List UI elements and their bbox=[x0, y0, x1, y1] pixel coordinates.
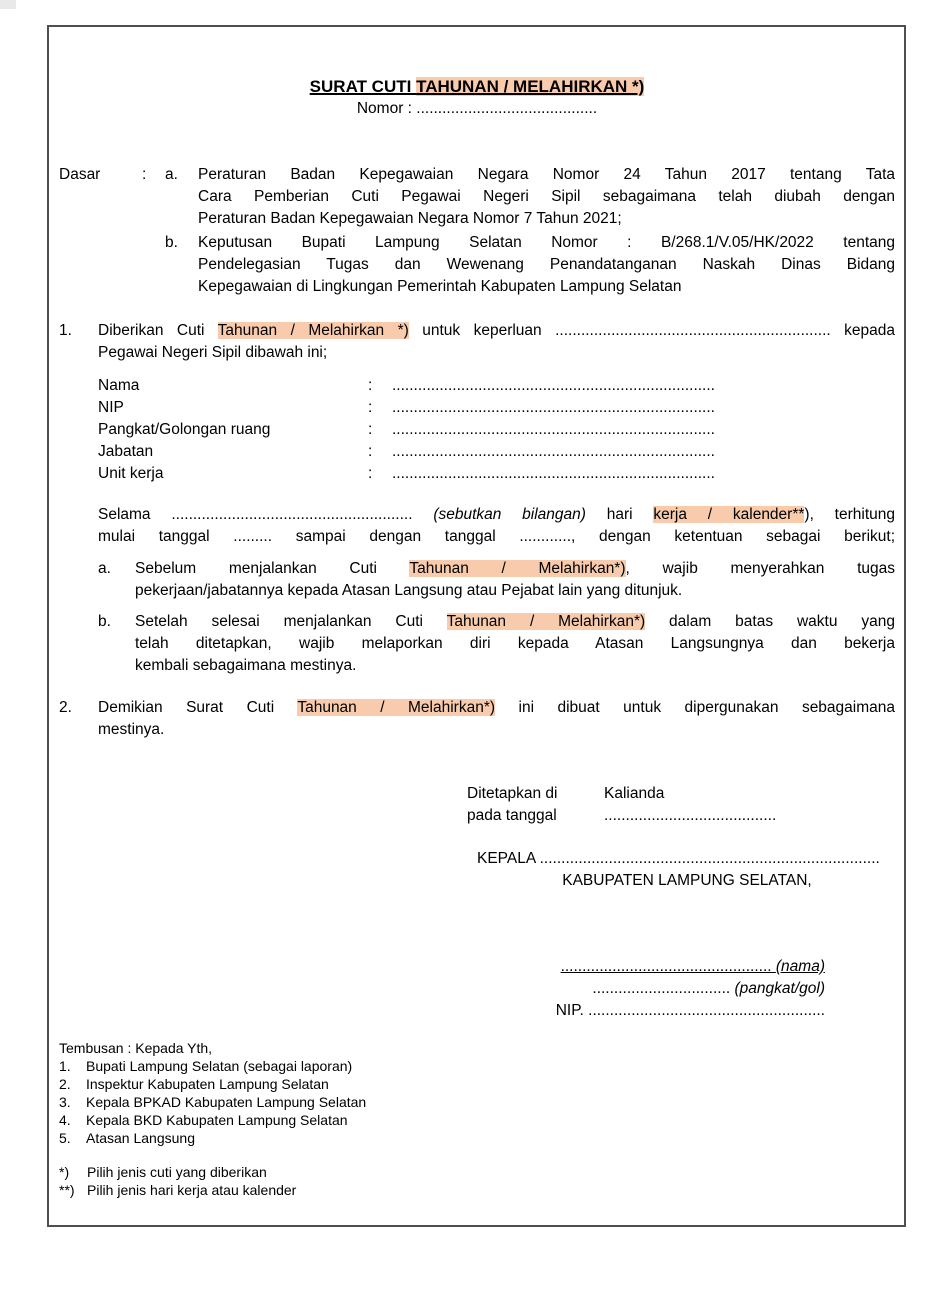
signature-nip-line: NIP. ....................................................... bbox=[555, 1002, 825, 1019]
list-marker: 1. bbox=[59, 322, 72, 339]
list-marker: a. bbox=[98, 560, 111, 577]
title-underline bbox=[310, 77, 645, 96]
footnote-marker: **) bbox=[59, 1182, 75, 1198]
field-unit-kerja bbox=[98, 463, 895, 485]
text-line: telah ditetapkan, wajib melaporkan diri kepada Atasan Langsungnya dan bekerja bbox=[135, 635, 895, 652]
tembusan-text: Bupati Lampung Selatan (sebagai laporan) bbox=[86, 1058, 353, 1074]
text-line: Keputusan Bupati Lampung Selatan Nomor : B/268.1/V.05/HK/2022 tentang bbox=[198, 234, 895, 251]
field-colon: : bbox=[368, 465, 373, 482]
text-line: Pegawai Negeri Sipil dibawah ini; bbox=[98, 344, 328, 361]
list-marker: 1. bbox=[59, 1058, 71, 1074]
kepala-line-1: KEPALA ............................................................................... bbox=[477, 850, 880, 867]
item-1 bbox=[59, 320, 895, 677]
tembusan-item bbox=[59, 1129, 895, 1147]
dasar-item-b-text bbox=[198, 232, 895, 298]
highlighted-phrase: kerja / kalender** bbox=[653, 506, 805, 523]
signature-dots: ................................................. bbox=[560, 958, 776, 975]
nomor-line: Nomor : .......................................... bbox=[356, 100, 598, 117]
sub-item-b bbox=[98, 611, 895, 677]
field-label: Nama bbox=[98, 377, 140, 394]
text-segment: ), terhitung bbox=[804, 506, 895, 523]
text-line bbox=[98, 504, 895, 526]
highlighted-phrase: Tahunan / Melahirkan*) bbox=[297, 699, 496, 716]
tanggal-value: ........................................ bbox=[604, 807, 777, 824]
signature-dots: ................................ bbox=[592, 980, 735, 997]
field-nama bbox=[98, 375, 895, 397]
tembusan-item bbox=[59, 1075, 895, 1093]
field-colon: : bbox=[368, 443, 373, 460]
tembusan-text: Atasan Langsung bbox=[86, 1130, 195, 1146]
sub-item-b-text bbox=[135, 611, 895, 677]
field-value: ........................................................................... bbox=[392, 421, 715, 438]
footnote-text: Pilih jenis hari kerja atau kalender bbox=[87, 1182, 297, 1198]
nama-placeholder: (nama) bbox=[775, 958, 825, 975]
text-segment: Demikian Surat Cuti bbox=[98, 699, 298, 716]
tembusan-item bbox=[59, 1093, 895, 1111]
tembusan-text: Inspektur Kabupaten Lampung Selatan bbox=[86, 1076, 329, 1092]
field-colon: : bbox=[368, 421, 373, 438]
document-page bbox=[47, 25, 906, 1227]
field-nip bbox=[98, 397, 895, 419]
text-segment: untuk keperluan ................................................................ kepada bbox=[408, 322, 896, 339]
field-value: ........................................................................... bbox=[392, 377, 715, 394]
ditetapkan-value: Kalianda bbox=[604, 785, 665, 802]
list-marker: 5. bbox=[59, 1130, 71, 1146]
tanggal-row bbox=[467, 805, 895, 827]
dasar-item-a-text bbox=[198, 164, 895, 230]
field-value: ........................................................................... bbox=[392, 399, 715, 416]
signature-pangkat-line bbox=[545, 978, 825, 1000]
list-marker: 3. bbox=[59, 1094, 71, 1110]
list-marker: 2. bbox=[59, 1076, 71, 1092]
item-2-content bbox=[98, 697, 895, 741]
list-marker: 4. bbox=[59, 1112, 71, 1128]
employee-fields bbox=[98, 375, 895, 485]
text-line bbox=[135, 611, 895, 633]
italic-note: (sebutkan bilangan) bbox=[433, 506, 586, 523]
tembusan-item bbox=[59, 1111, 895, 1129]
tanggal-label: pada tanggal bbox=[467, 807, 557, 824]
dasar-items bbox=[165, 164, 895, 298]
footnote bbox=[59, 1163, 895, 1181]
list-marker: b. bbox=[98, 613, 111, 630]
item-1-content bbox=[98, 320, 895, 677]
text-line: Peraturan Badan Kepegawaian Negara Nomor 24 Tahun 2017 tentang Tata bbox=[198, 166, 895, 183]
text-line: Kepegawaian di Lingkungan Pemerintah Kabupaten Lampung Selatan bbox=[198, 278, 682, 295]
kepala-block bbox=[477, 848, 897, 892]
dasar-item-b bbox=[165, 232, 895, 298]
ditetapkan-row bbox=[467, 783, 895, 805]
text-line bbox=[135, 558, 895, 580]
dasar-section bbox=[59, 164, 895, 298]
dasar-colon: : bbox=[142, 166, 147, 183]
ditetapkan-label: Ditetapkan di bbox=[467, 785, 558, 802]
text-line: mestinya. bbox=[98, 721, 165, 738]
field-value: ........................................................................... bbox=[392, 465, 715, 482]
sub-item-a-text bbox=[135, 558, 895, 602]
screenshot-corner-artifact bbox=[0, 0, 16, 9]
text-segment: Setelah selesai menjalankan Cuti bbox=[135, 613, 447, 630]
text-segment: Diberikan Cuti bbox=[98, 322, 218, 339]
title-highlight: TAHUNAN / MELAHIRKAN *) bbox=[416, 77, 645, 96]
footnote-marker: *) bbox=[59, 1164, 70, 1180]
text-line: mulai tanggal ......... sampai dengan tanggal ............, dengan ketentuan sebagai berikut; bbox=[98, 528, 895, 545]
field-label: Jabatan bbox=[98, 443, 154, 460]
text-line: Pendelegasian Tugas dan Wewenang Penandatanganan Naskah Dinas Bidang bbox=[198, 256, 895, 273]
text-line bbox=[98, 697, 895, 719]
text-segment: Sebelum menjalankan Cuti bbox=[135, 560, 410, 577]
field-label: Unit kerja bbox=[98, 465, 164, 482]
footnotes bbox=[59, 1163, 895, 1199]
highlighted-phrase: Tahunan / Melahirkan *) bbox=[217, 322, 409, 339]
text-line: kembali sebagaimana mestinya. bbox=[135, 657, 357, 674]
field-colon: : bbox=[368, 399, 373, 416]
text-segment: , wajib menyerahkan tugas bbox=[625, 560, 895, 577]
list-marker: b. bbox=[165, 234, 178, 251]
tembusan-section bbox=[59, 1039, 895, 1147]
text-line: Peraturan Badan Kepegawaian Negara Nomor 7 Tahun 2021; bbox=[198, 210, 622, 227]
text-segment: ini dibuat untuk dipergunakan sebagaimana bbox=[495, 699, 896, 716]
text-segment: Selama ........................................................ bbox=[98, 506, 434, 523]
signature-block bbox=[545, 956, 825, 1022]
signature-nama-line bbox=[545, 956, 825, 978]
footnote bbox=[59, 1181, 895, 1199]
text-line bbox=[98, 320, 895, 342]
field-jabatan bbox=[98, 441, 895, 463]
text-segment: dalam batas waktu yang bbox=[645, 613, 895, 630]
tembusan-text: Kepala BPKAD Kabupaten Lampung Selatan bbox=[86, 1094, 367, 1110]
dasar-item-a bbox=[165, 164, 895, 230]
ditetapkan-block bbox=[467, 783, 895, 827]
field-label: NIP bbox=[98, 399, 124, 416]
footnote-text: Pilih jenis cuti yang diberikan bbox=[87, 1164, 267, 1180]
highlighted-phrase: Tahunan / Melahirkan*) bbox=[409, 560, 626, 577]
list-marker: a. bbox=[165, 166, 178, 183]
field-pangkat bbox=[98, 419, 895, 441]
pangkat-placeholder: (pangkat/gol) bbox=[734, 980, 825, 997]
item-2 bbox=[59, 697, 895, 741]
field-value: ........................................................................... bbox=[392, 443, 715, 460]
kepala-line-2: KABUPATEN LAMPUNG SELATAN, bbox=[562, 872, 812, 889]
field-colon: : bbox=[368, 377, 373, 394]
highlighted-phrase: Tahunan / Melahirkan*) bbox=[446, 613, 646, 630]
page-title bbox=[59, 76, 895, 98]
list-marker: 2. bbox=[59, 699, 72, 716]
tembusan-header: Tembusan : Kepada Yth, bbox=[59, 1040, 213, 1056]
text-line: Cara Pemberian Cuti Pegawai Negeri Sipil sebagaimana telah diubah dengan bbox=[198, 188, 895, 205]
text-line: pekerjaan/jabatannya kepada Atasan Langsung atau Pejabat lain yang ditunjuk. bbox=[135, 582, 683, 599]
dasar-label: Dasar bbox=[59, 166, 101, 183]
tembusan-item bbox=[59, 1057, 895, 1075]
text-segment: hari bbox=[585, 506, 654, 523]
tembusan-text: Kepala BKD Kabupaten Lampung Selatan bbox=[86, 1112, 348, 1128]
field-label: Pangkat/Golongan ruang bbox=[98, 421, 271, 438]
sub-item-a bbox=[98, 558, 895, 602]
selama-paragraph bbox=[98, 504, 895, 548]
title-text: SURAT CUTI bbox=[309, 77, 417, 96]
